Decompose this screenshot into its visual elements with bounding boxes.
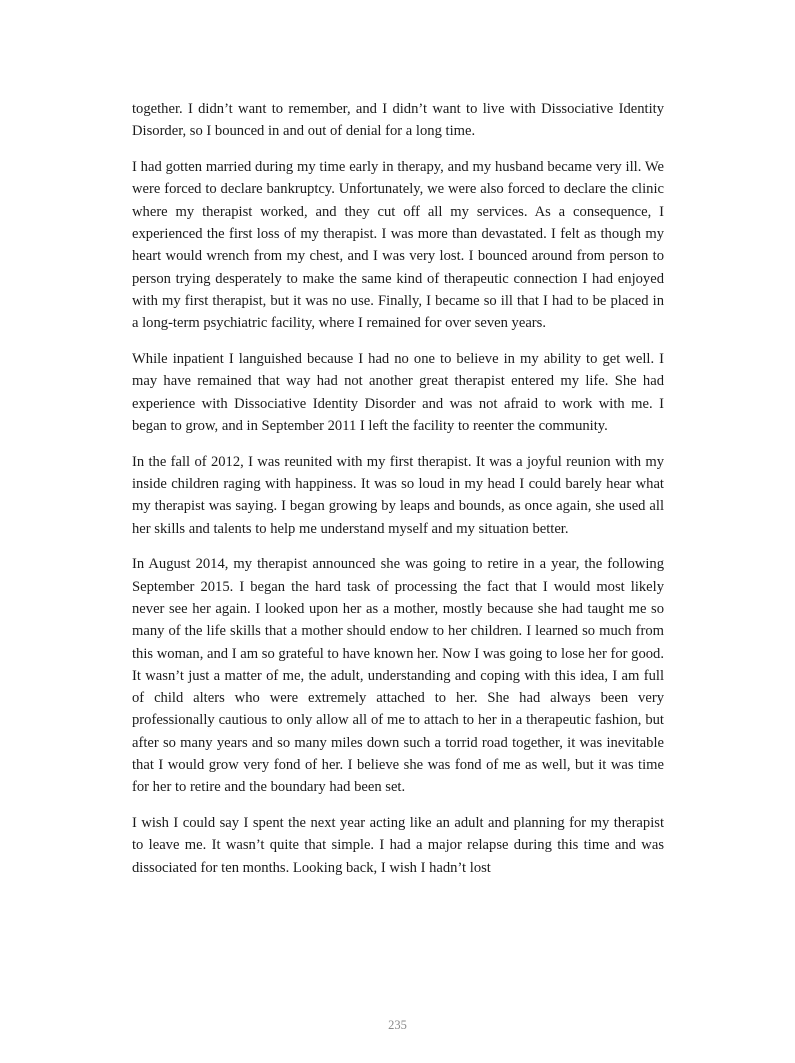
body-text bbox=[132, 98, 664, 893]
paragraph-3: While inpatient I languished because I had no one to believe in my ability to get well. I may have remained that way had not another great therapist entered my life. She had experience with Dissociative Identity Disorder and was not afraid to work with me. I began to grow, and in September 2011 I left the facility to reenter the community. bbox=[132, 350, 664, 434]
paragraph-1: together. I didn’t want to remember, and I didn’t want to live with Dissociative Identity Disorder, so I bounced in and out of denial for a long time. bbox=[132, 101, 664, 140]
paragraph-4: In the fall of 2012, I was reunited with my first therapist. It was a joyful reunion with my inside children raging with happiness. It was so loud in my head I could barely hear what my therapist was saying. I began growing by leaps and bounds, as once again, she used all her skills and talents to help me understand myself and my situation better. bbox=[132, 453, 664, 537]
paragraph-5: In August 2014, my therapist announced she was going to retire in a year, the following September 2015. I began the hard task of processing the fact that I would most likely never see her again. I looked upon her as a mother, mostly because she had taught me so many of the life skills that a mother should endow to her children. I learned so much from this woman, and I am so grateful to have known her. Now I was going to lose her for good. It wasn’t just a matter of me, the adult, understanding and coping with this idea, I am full of child alters who were extremely attached to her. She had always been very professionally cautious to only allow all of me to attach to her in a therapeutic fashion, but after so many years and so many miles down such a torrid road together, it was inevitable that I would grow very fond of her. I believe she was fond of me as well, but it was time for her to retire and the boundary had been set. bbox=[132, 556, 664, 796]
paragraph-6: I wish I could say I spent the next year acting like an adult and planning for my therapist to leave me. It wasn’t quite that simple. I had a major relapse during this time and was dissociated for ten months. Looking back, I wish I hadn’t lost bbox=[132, 815, 664, 876]
page-number: 235 bbox=[388, 1018, 407, 1032]
paragraph-2: I had gotten married during my time early in therapy, and my husband became very ill. We were forced to declare bankruptcy. Unfortunately, we were also forced to declare the clinic where my therapist worked, and they cut off all my services. As a consequence, I experienced the first loss of my therapist. I was more than devastated. I felt as though my heart would wrench from my chest, and I was very lost. I bounced around from person to person trying desperately to make the same kind of therapeutic connection I had enjoyed with my first therapist, but it was no use. Finally, I became so ill that I had to be placed in a long-term psychiatric facility, where I remained for over seven years. bbox=[132, 159, 664, 332]
